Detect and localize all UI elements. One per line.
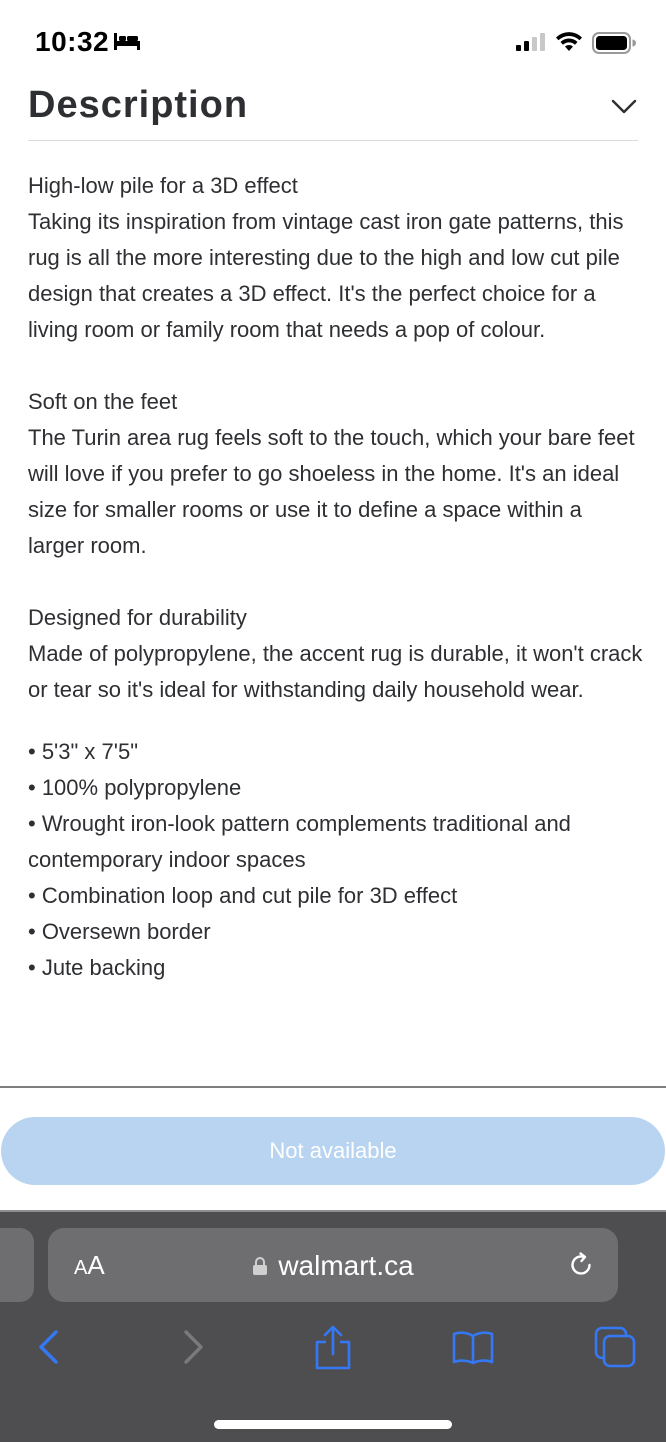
description-body <box>28 168 644 986</box>
back-icon <box>34 1329 64 1365</box>
list-item: • Jute backing <box>28 955 166 980</box>
not-available-button[interactable]: Not available <box>1 1117 665 1185</box>
list-item: • 5'3" x 7'5" <box>28 739 138 764</box>
home-indicator <box>214 1420 452 1429</box>
bookmarks-button[interactable] <box>448 1322 498 1372</box>
share-button[interactable] <box>308 1322 358 1372</box>
browser-toolbar <box>0 1322 666 1382</box>
description-title: Description <box>28 84 249 126</box>
paragraph-heading: Designed for durability <box>28 605 247 630</box>
wifi-icon <box>555 30 583 52</box>
paragraph-text: The Turin area rug feels soft to the touch, which your bare feet will love if you prefer to go shoeless in the home. It's an ideal size for smaller rooms or use it to define a space within a larger room. <box>28 425 635 558</box>
status-bar <box>0 0 666 84</box>
battery-icon <box>592 32 636 54</box>
description-paragraph <box>28 600 644 708</box>
previous-tab-preview[interactable] <box>0 1228 34 1302</box>
paragraph-heading: High-low pile for a 3D effect <box>28 173 298 198</box>
description-paragraph <box>28 384 644 564</box>
section-divider <box>0 1086 666 1088</box>
description-header[interactable] <box>28 80 638 141</box>
browser-bar <box>0 1210 666 1442</box>
description-paragraph <box>28 168 644 348</box>
lock-icon <box>252 1256 268 1276</box>
paragraph-text: Made of polypropylene, the accent rug is durable, it won't crack or tear so it's ideal for withstanding daily household wear. <box>28 641 643 702</box>
tabs-icon <box>594 1326 636 1368</box>
chevron-down-icon[interactable] <box>610 92 638 120</box>
paragraph-heading: Soft on the feet <box>28 389 178 414</box>
reader-settings-button[interactable]: AA <box>74 1250 105 1280</box>
bed-icon <box>113 31 141 51</box>
list-item: • Wrought iron-look pattern complements traditional and contemporary indoor spaces <box>28 811 571 872</box>
share-icon <box>315 1324 351 1370</box>
feature-list <box>28 734 644 986</box>
tabs-button[interactable] <box>590 1322 640 1372</box>
back-button[interactable] <box>24 1322 74 1372</box>
list-item: • 100% polypropylene <box>28 775 242 800</box>
cellular-signal-icon <box>516 32 546 52</box>
forward-button[interactable] <box>168 1322 218 1372</box>
reload-icon[interactable] <box>566 1250 596 1280</box>
paragraph-text: Taking its inspiration from vintage cast iron gate patterns, this rug is all the more interesting due to the high and low cut pile design that creates a 3D effect. It's the perfect choice for a living room or family room that needs a pop of colour. <box>28 209 624 342</box>
bookmarks-icon <box>451 1329 495 1365</box>
forward-icon <box>178 1329 208 1365</box>
list-item: • Oversewn border <box>28 919 211 944</box>
list-item: • Combination loop and cut pile for 3D effect <box>28 883 458 908</box>
url-text: walmart.ca <box>278 1250 414 1281</box>
address-bar[interactable] <box>48 1228 618 1302</box>
status-time: 10:32 <box>35 26 110 57</box>
url-field[interactable] <box>48 1250 618 1282</box>
